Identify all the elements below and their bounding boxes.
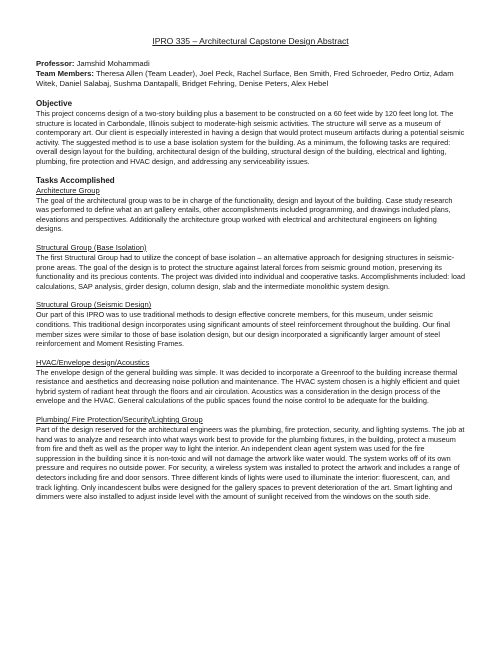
structural-base-isolation-heading: Structural Group (Base Isolation) [36, 242, 147, 252]
structural-seismic-text: Our part of this IPRO was to use traditional methods to design effective concrete members, for this museum, under seismic conditions. This traditional design incorporates using significant amounts of steel reinforcement throughout the building. Our final member sizes were similar to those of base isolation design, but our design incorporated a significantly larger amount of steel reinforcement and Moment Resisting Frames. [36, 310, 450, 349]
hvac-envelope-heading: HVAC/Envelope design/Acoustics [36, 357, 150, 367]
professor-name: Jamshid Mohammadi [74, 59, 150, 68]
professor-line [36, 59, 465, 69]
professor-label: Professor: [36, 59, 75, 68]
team-members-line [36, 69, 465, 89]
objective-text: This project concerns design of a two-story building plus a basement to be constructed on a 60 feet wide by 120 feet long lot. The structure is located in Carbondale, Illinois subject to moderate-high seismic activities. The structure will serve as a museum of contemporary art. Our client is especially interested in having a design that would protect museum artifacts during a potential seismic activity. The suggested method is to use a base isolation system for the building. As a minimum, the following tasks are required: overall design layout for the building, architectural design of the building, structural design of the building, electrical and lighting, plumbing, fire protection and HVAC design, and addressing any serviceability issues. [36, 109, 465, 166]
hvac-envelope-text: The envelope design of the general building was simple. It was decided to incorporate a Greenroof to the building increase thermal resistance and aesthetics and decreasing noise pollution and maintenance. The HVAC system chosen is a highly efficient and quiet hybrid system of radiant heat through the floors and air circulation. Acoustics was a consideration in the design process of the envelope and the HVAC. General calculations of the public spaces found the noise control to be adequate for the building. [36, 367, 460, 406]
structural-base-isolation-text: The first Structural Group had to utilize the concept of base isolation – an alternative approach for designing structures in seismic-prone areas. The goal of the design is to protect the structure against lateral forces from seismic ground motion, preserving its functionality and its precious contents. The project was divided into individual and cooperative tasks. Accomplishments included: load calculations, SAP analysis, girder design, column design, slab and the intermediate monolithic system design. [36, 252, 466, 291]
architecture-group-heading: Architecture Group [36, 185, 100, 195]
document-title: IPRO 335 – Architectural Capstone Design Abstract [152, 36, 349, 46]
tasks-heading: Tasks Accomplished [36, 175, 115, 185]
team-members-label: Team Members: [36, 69, 94, 78]
plumbing-fire-security-heading: Plumbing/ Fire Protection/Security/Lighting Group [36, 415, 203, 425]
team-members-list: Theresa Allen (Team Leader), Joel Peck, Rachel Surface, Ben Smith, Fred Schroeder, Pedro Ortiz, Adam Witek, Daniel Salabaj, Sushma Dantapalli, Bridget Fehring, Denise Peters, Alex Hebel [36, 69, 454, 88]
objective-heading: Objective [36, 99, 73, 108]
architecture-group-text: The goal of the architectural group was to be in charge of the functionality, design and layout of the building. Case study research was performed to define what an art gallery entails, other accomplishments included programming, and drawings included plans, elevations and perspectives. Additionally the architecture group worked with electrical and architectural engineers on lighting designs. [36, 195, 453, 234]
structural-seismic-heading: Structural Group (Seismic Design) [36, 300, 152, 310]
plumbing-fire-security-text: Part of the design reserved for the architectural engineers was the plumbing, fire protection, security, and lighting systems. The job at hand was to analyze and research into what ways work best to provide for the plumbing fixtures, in the building, protect a museum from fire and theft as well as the proper way to light the interior. An independent clean agent system was used for the fire suppression in the building since it is non-toxic and will not damage the artwork like water would. The system works off of its own pressure and requires no outside power. For security, a wireless system was installed to protect the artwork and includes a range of detectors including fire and door sensors. Three different kinds of lights were used to illuminate the interior: fluorescent, can, and track lighting. Only incandescent bulbs were designed for the gallery spaces to prevent deterioration of the art. Smart lighting and dimmers were also installed to adjust inside level with the amount of sunlight received from the windows on the south side. [36, 425, 465, 502]
